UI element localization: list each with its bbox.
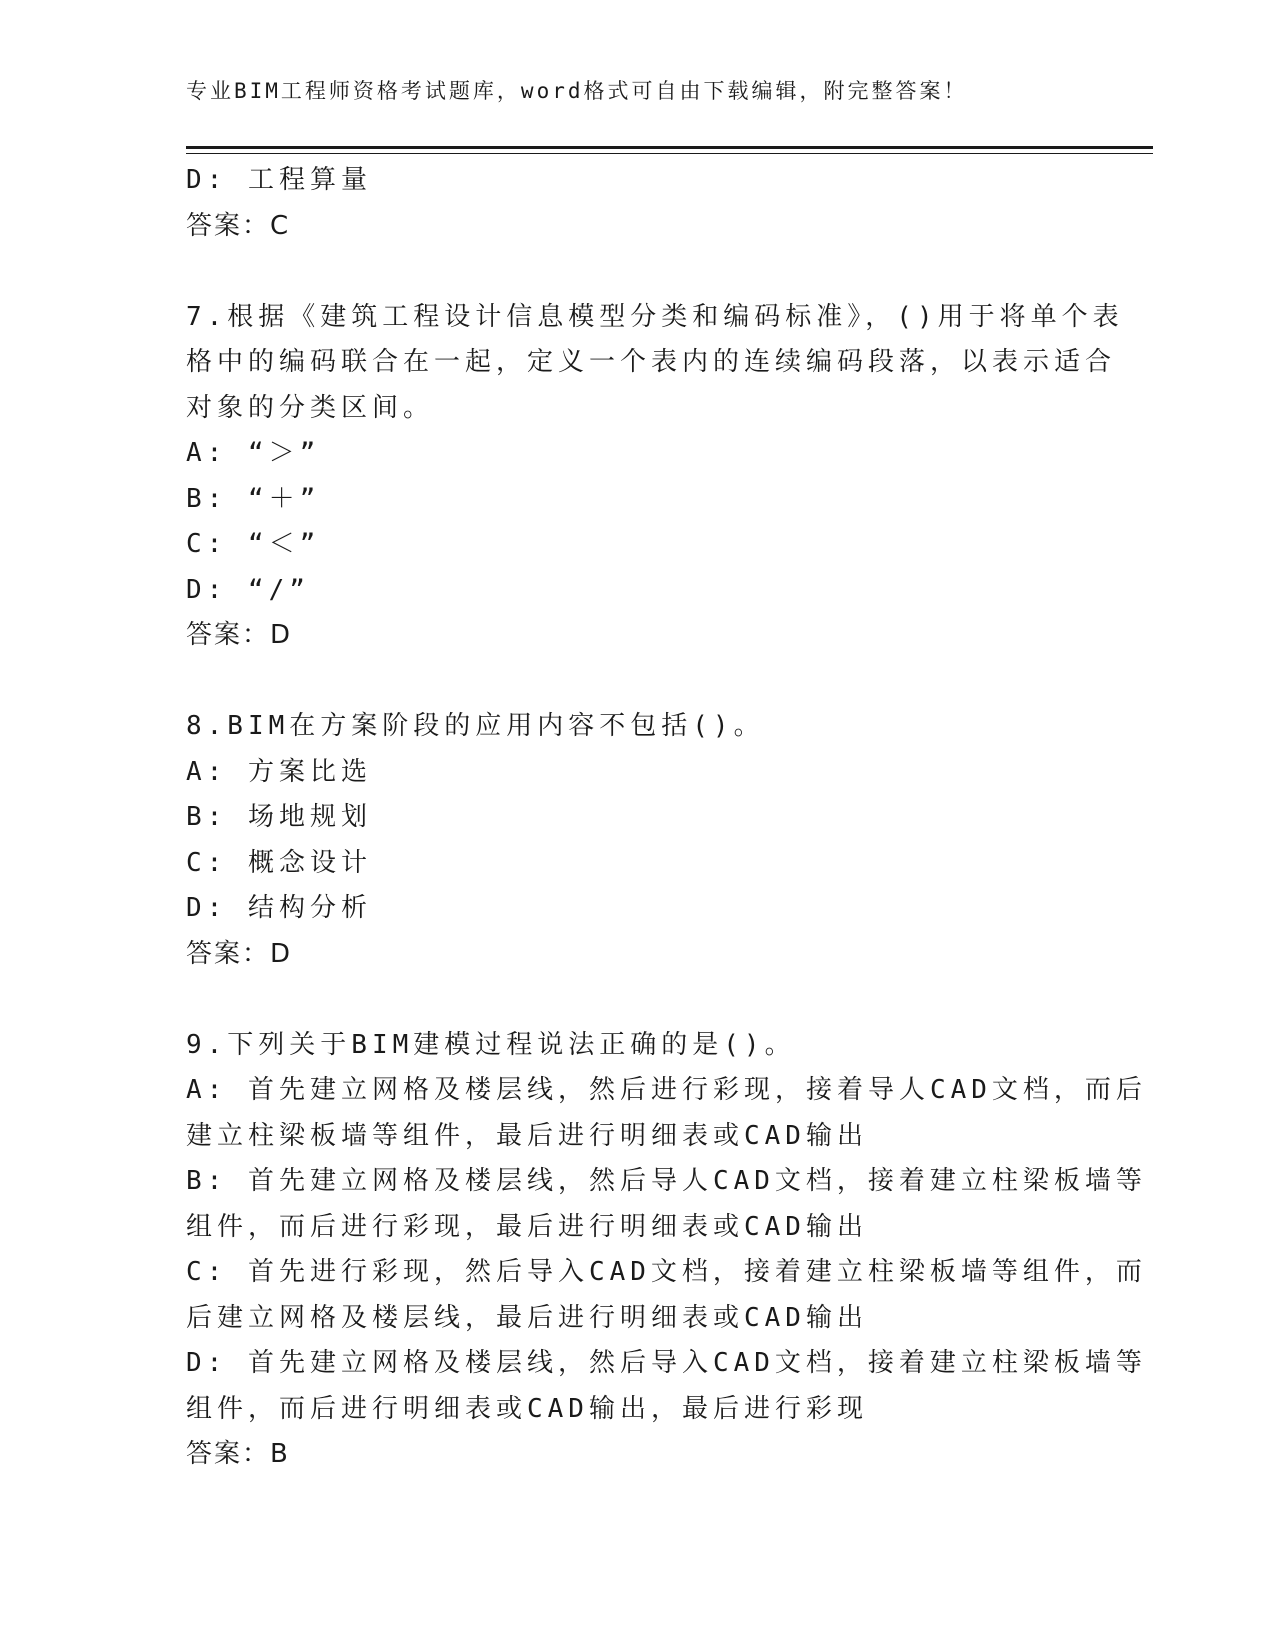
option-line: 组件，而后进行彩现，最后进行明细表或CAD输出 xyxy=(186,1211,868,1242)
question-block xyxy=(186,1023,1147,1478)
page-header: 专业BIM工程师资格考试题库，word格式可自由下载编辑，附完整答案！ xyxy=(186,79,968,103)
question-text: 7.根据《建筑工程设计信息模型分类和编码标准》，()用于将单个表 xyxy=(186,301,1124,332)
option-line: A: “＞” xyxy=(186,438,321,468)
option-line: A: 方案比选 xyxy=(186,756,372,787)
option-line: D: 工程算量 xyxy=(186,165,372,195)
answer-line: 答案：C xyxy=(186,210,291,241)
question-block xyxy=(186,158,1086,249)
answer-line: 答案：D xyxy=(186,620,293,650)
header-rule-thin xyxy=(186,153,1153,154)
option-line: B: “＋” xyxy=(186,483,321,514)
option-line: C: 概念设计 xyxy=(186,847,372,878)
answer-line: 答案：B xyxy=(186,1439,290,1469)
option-line: 组件，而后进行明细表或CAD输出，最后进行彩现 xyxy=(186,1393,868,1424)
question-text: 对象的分类区间。 xyxy=(186,392,435,423)
option-line: C: “＜” xyxy=(186,529,321,559)
header-rule-thick xyxy=(186,146,1153,149)
question-text: 格中的编码联合在一起，定义一个表内的连续编码段落，以表示适合 xyxy=(186,347,1117,377)
answer-line: 答案：D xyxy=(186,938,293,969)
option-line: B: 首先建立网格及楼层线，然后导人CAD文档，接着建立柱梁板墙等 xyxy=(186,1166,1147,1196)
option-line: D: 结构分析 xyxy=(186,893,372,923)
option-line: 后建立网格及楼层线，最后进行明细表或CAD输出 xyxy=(186,1302,868,1333)
question-text: 8.BIM在方案阶段的应用内容不包括()。 xyxy=(186,711,765,741)
option-line: 建立柱梁板墙等组件，最后进行明细表或CAD输出 xyxy=(186,1120,868,1151)
option-line: B: 场地规划 xyxy=(186,802,372,832)
option-line: D: 首先建立网格及楼层线，然后导入CAD文档，接着建立柱梁板墙等 xyxy=(186,1348,1147,1378)
question-list xyxy=(186,158,1147,1478)
option-line: A: 首先建立网格及楼层线，然后进行彩现，接着导人CAD文档，而后 xyxy=(186,1075,1147,1105)
option-line: C: 首先进行彩现，然后导入CAD文档，接着建立柱梁板墙等组件，而 xyxy=(186,1257,1147,1287)
question-text: 9.下列关于BIM建模过程说法正确的是()。 xyxy=(186,1029,796,1060)
question-block xyxy=(186,295,1124,659)
option-line: D: “/” xyxy=(186,574,310,605)
question-block xyxy=(186,704,1086,977)
